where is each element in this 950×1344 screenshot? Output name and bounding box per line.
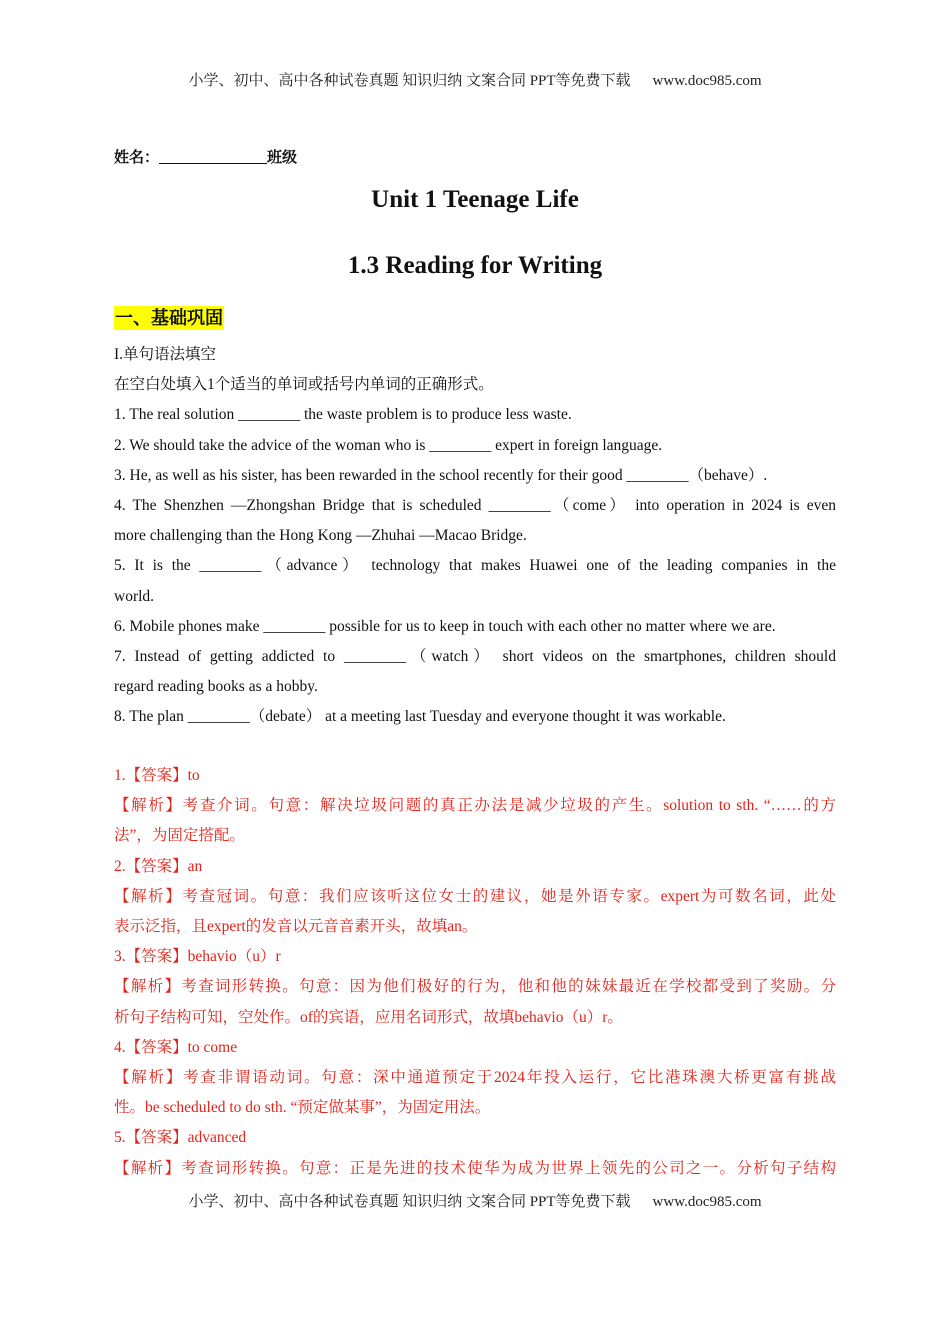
- page-title: Unit 1 Teenage Life: [371, 186, 579, 213]
- answer-3: 3.【答案】behavio（u）r: [114, 948, 281, 966]
- answer-block: [114, 761, 836, 1184]
- explanation-5-line-1: 【解析】考查词形转换。句意：正是先进的技术使华为成为世界上领先的公司之一。分析句子结构: [114, 1159, 836, 1177]
- name-blank: [159, 149, 267, 164]
- question-4-line-2: more challenging than the Hong Kong —Zhuhai —Macao Bridge.: [114, 527, 527, 545]
- header-url[interactable]: www.doc985.com: [652, 73, 762, 89]
- class-label: 班级: [267, 150, 298, 166]
- student-info-line: [114, 146, 297, 167]
- part-title: I.单句语法填空: [114, 346, 217, 363]
- question-6: 6. Mobile phones make ________ possible for us to keep in touch with each other no matter where we are.: [114, 617, 776, 635]
- explanation-2-line-1: 【解析】考查冠词。句意：我们应该听这位女士的建议，她是外语专家。expert为可数名词，此处: [114, 887, 836, 905]
- explanation-3-line-2: 析句子结构可知，空处作。of的宾语，应用名词形式，故填behavio（u）r。: [114, 1008, 623, 1026]
- question-8: 8. The plan ________（debate） at a meeting last Tuesday and everyone thought it was workable.: [114, 708, 726, 726]
- explanation-1-line-2: 法”，为固定搭配。: [114, 827, 245, 845]
- page-subtitle: 1.3 Reading for Writing: [347, 252, 603, 279]
- question-7-line-1: 7. Instead of getting addicted to ________（watch） short videos on the smartphones, children should: [114, 648, 836, 666]
- explanation-3-line-1: 【解析】考查词形转换。句意：因为他们极好的行为，他和他的妹妹最近在学校都受到了奖励。分: [114, 978, 836, 996]
- footer-text: 小学、初中、高中各种试卷真题 知识归纳 文案合同 PPT等免费下载: [188, 1194, 631, 1210]
- page-header: [0, 69, 950, 90]
- instruction: 在空白处填入1个适当的单词或括号内单词的正确形式。: [114, 376, 494, 394]
- explanation-4-line-1: 【解析】考查非谓语动词。句意：深中通道预定于2024年投入运行，它比港珠澳大桥更富有挑战: [114, 1069, 836, 1087]
- question-1: 1. The real solution ________ the waste problem is to produce less waste.: [114, 406, 572, 424]
- question-2: 2. We should take the advice of the woman who is ________ expert in foreign language.: [114, 436, 663, 454]
- header-text: 小学、初中、高中各种试卷真题 知识归纳 文案合同 PPT等免费下载: [188, 73, 631, 89]
- section-heading: 一、基础巩固: [115, 308, 223, 328]
- question-7-line-2: regard reading books as a hobby.: [114, 678, 318, 696]
- question-5-line-1: 5. It is the ________（advance） technology that makes Huawei one of the leading companies in the: [114, 557, 836, 575]
- question-4-line-1: 4. The Shenzhen —Zhongshan Bridge that is scheduled ________（come） into operation in 2024 is even: [114, 497, 836, 515]
- question-3: 3. He, as well as his sister, has been rewarded in the school recently for their good ________（behave）.: [114, 466, 768, 484]
- name-label: 姓名：: [114, 150, 160, 166]
- question-block: [114, 340, 836, 733]
- answer-4: 4.【答案】to come: [114, 1038, 238, 1056]
- answer-1: 1.【答案】to: [114, 767, 200, 784]
- question-5-line-2: world.: [114, 587, 155, 605]
- answer-5: 5.【答案】advanced: [114, 1129, 247, 1147]
- explanation-2-line-2: 表示泛指，且expert的发音以元音音素开头，故填an。: [114, 918, 478, 936]
- page-footer: [0, 1190, 950, 1211]
- explanation-1-line-1: 【解析】考查介词。句意：解决垃圾问题的真正办法是减少垃圾的产生。solution to sth. “……的方: [114, 797, 836, 815]
- footer-url[interactable]: www.doc985.com: [652, 1194, 762, 1210]
- explanation-4-line-2: 性。be scheduled to do sth. “预定做某事”，为固定用法。: [114, 1099, 491, 1117]
- answer-2: 2.【答案】an: [114, 857, 203, 875]
